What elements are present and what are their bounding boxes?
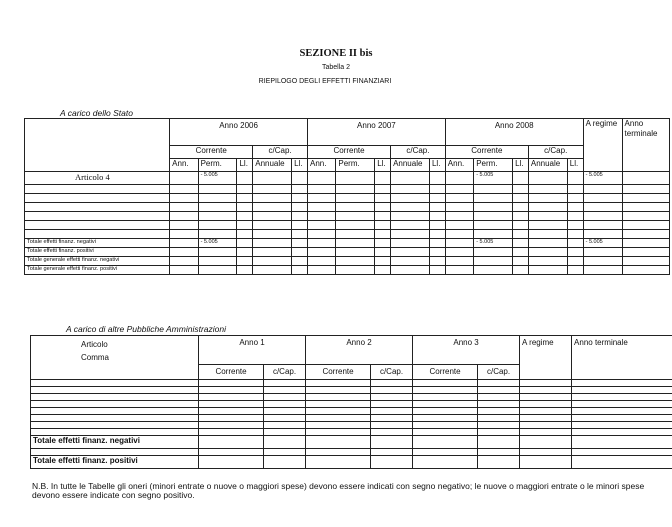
table-row — [25, 239, 670, 248]
table1-caption: A carico dello Stato — [60, 108, 133, 118]
col-ann: Ann. — [445, 159, 473, 172]
value-regime-cell: - 5.005 — [583, 239, 622, 248]
table-row — [31, 408, 672, 415]
table-row — [31, 429, 672, 436]
value-cell: - 5.005 — [474, 172, 513, 185]
total-negative-label: Totale effetti finanz. negativi — [31, 436, 199, 449]
table-row — [31, 401, 672, 408]
col-ann: Ann. — [170, 159, 198, 172]
col-ann: Ann. — [307, 159, 335, 172]
col-ll: Ll. — [375, 159, 391, 172]
col-ll: Ll. — [567, 159, 583, 172]
grand-total-positive-label: Totale generale effetti finanz. positivi — [25, 266, 170, 275]
anno3-header: Anno 3 — [413, 336, 520, 365]
col-ll: Ll. — [292, 159, 308, 172]
section-title: SEZIONE II bis — [299, 48, 373, 59]
table-row — [31, 380, 672, 387]
footnote: N.B. In tutte le Tabelle gli oneri (minori entrate o nuove o maggiori spese) devono essere indicati con segno negativo; le nuove o maggiori entrate o le minori spese devono essere indicate con segno positivo. — [32, 481, 645, 500]
table-row — [31, 422, 672, 429]
ccap-header: c/Cap. — [264, 365, 306, 380]
col-annuale: Annuale — [391, 159, 430, 172]
state-effects-table — [24, 118, 670, 275]
comma-label: Comma — [81, 353, 110, 362]
anno2-header: Anno 2 — [306, 336, 413, 365]
col-perm: Perm. — [198, 159, 237, 172]
value-cell: - 5.005 — [198, 172, 237, 185]
col-ll: Ll. — [513, 159, 529, 172]
table-row — [31, 394, 672, 401]
summary-title: RIEPILOGO DEGLI EFFETTI FINANZIARI — [258, 78, 392, 85]
ccap-header: c/Cap. — [253, 146, 308, 159]
other-admin-effects-table — [30, 335, 672, 469]
corrente-header: Corrente — [306, 365, 371, 380]
table-row — [25, 257, 670, 266]
total-positive-label: Totale effetti finanz. positivi — [31, 456, 199, 469]
total-positive-label: Totale effetti finanz. positivi — [25, 248, 170, 257]
table-row — [25, 185, 670, 194]
grand-total-negative-label: Totale generale effetti finanz. negativi — [25, 257, 170, 266]
corrente-header: Corrente — [413, 365, 478, 380]
value-cell: - 5.005 — [474, 239, 513, 248]
corrente-header: Corrente — [199, 365, 264, 380]
col-annuale: Annuale — [528, 159, 567, 172]
table-row — [25, 203, 670, 212]
year-3-header: Anno 2008 — [445, 119, 583, 146]
table-row — [31, 436, 672, 449]
table-row — [25, 212, 670, 221]
table-row — [25, 266, 670, 275]
year-2-header: Anno 2007 — [307, 119, 445, 146]
value-regime-cell: - 5.005 — [583, 172, 622, 185]
a-regime-header: A regime — [583, 119, 622, 172]
table2-caption: A carico di altre Pubbliche Amministrazioni — [66, 324, 226, 334]
table-row — [31, 415, 672, 422]
anno-terminale-header: Anno terminale — [622, 119, 669, 172]
table-row — [25, 172, 670, 185]
col-perm: Perm. — [474, 159, 513, 172]
table-number: Tabella 2 — [321, 64, 351, 71]
total-negative-label: Totale effetti finanz. negativi — [25, 239, 170, 248]
col-perm: Perm. — [336, 159, 375, 172]
articolo-label: Articolo — [81, 340, 108, 349]
articolo-comma-header — [31, 336, 199, 380]
anno1-header: Anno 1 — [199, 336, 306, 365]
corrente-header: Corrente — [307, 146, 390, 159]
a-regime-header: A regime — [520, 336, 572, 380]
col-ll: Ll. — [237, 159, 253, 172]
value-cell: - 5.005 — [198, 239, 237, 248]
table-row — [25, 194, 670, 203]
table-row — [31, 456, 672, 469]
header-empty — [25, 119, 170, 172]
ccap-header: c/Cap. — [391, 146, 446, 159]
ccap-header: c/Cap. — [528, 146, 583, 159]
table-row — [31, 387, 672, 394]
table-row — [31, 449, 672, 456]
anno-terminale-header: Anno terminale — [572, 336, 672, 380]
col-ll: Ll. — [429, 159, 445, 172]
corrente-header: Corrente — [170, 146, 253, 159]
article-label: Articolo 4 — [25, 172, 170, 185]
ccap-header: c/Cap. — [371, 365, 413, 380]
corrente-header: Corrente — [445, 146, 528, 159]
table-row — [25, 221, 670, 230]
col-annuale: Annuale — [253, 159, 292, 172]
table-row — [25, 248, 670, 257]
table-row — [25, 230, 670, 239]
year-1-header: Anno 2006 — [170, 119, 308, 146]
ccap-header: c/Cap. — [478, 365, 520, 380]
